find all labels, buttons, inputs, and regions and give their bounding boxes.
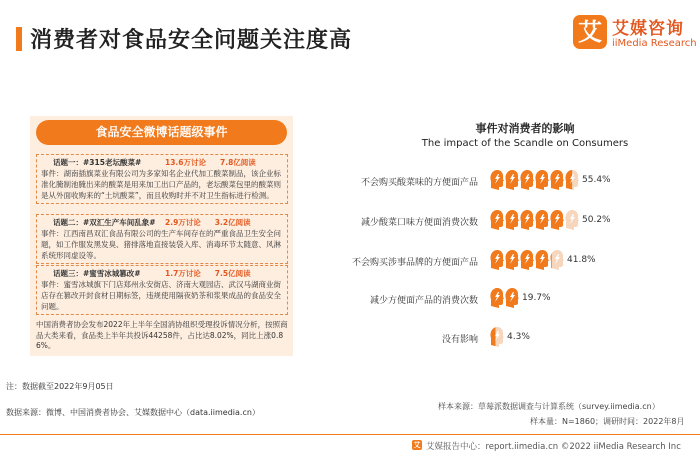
- topic-name: 话题一：#315老坛酸菜#: [53, 158, 142, 167]
- footer-divider: [0, 434, 700, 435]
- chart-title: 事件对消费者的影响: [475, 122, 575, 135]
- topic-discussions: 13.6万讨论: [165, 158, 207, 167]
- page-title: 消费者对食品安全问题关注度高: [30, 28, 353, 53]
- bar-value-label: 19.7%: [522, 293, 551, 303]
- topic-description: 事件：蜜雪冰城旗下门店郑州永安街店、济南大观园店、武汉马湖商业街店存在篡改开封食材日期标签，违规使用隔夜奶茶和浆果成品的食品安全问题。: [41, 280, 281, 311]
- topic-discussions: 1.7万讨论: [165, 269, 201, 278]
- brand-logo-icon: 艾: [573, 15, 607, 49]
- bar-label: 不会购买酸菜味的方便面产品: [360, 178, 478, 188]
- bar-value-label: 50.2%: [582, 215, 611, 225]
- data-source-note: 数据来源：微博、中国消费者协会、艾媒数据中心（data.iimedia.cn）: [6, 408, 260, 417]
- title-accent-bar: [16, 27, 22, 51]
- complaint-summary: 中国消费者协会发布2022年上半年全国消协组织受理投诉情况分析，按照商品大类来看，食品类上半年共投诉44258件，占比达8.02%，同比上涨0.86%。: [36, 320, 288, 350]
- bar-value-label: 41.8%: [567, 255, 596, 265]
- topic-card: [36, 154, 288, 204]
- topic-description: 事件：湖南插旗菜业有限公司为多家知名企业代加工酸菜制品，该企业标准化腌制池腌出来的酸菜是用来加工出口产品的，老坛酸菜包里的酸菜则是从外面收购来的“土坑酸菜”，而且收购时并不对卫生指标进行检测。: [41, 169, 281, 200]
- topic-description: 事件：江西南昌双汇食品有限公司的生产车间存在的严重食品卫生安全问题，如工作服发黑发臭、猪排落地直接装袋入库、消毒环节太随意、风淋系统形同虚设等。: [41, 229, 281, 260]
- bar-label: 减少酸菜口味方便面消费次数: [360, 218, 478, 228]
- topic-reads: 3.2亿阅读: [214, 218, 251, 227]
- topic-name: 话题三：#蜜雪冰城篡改#: [53, 269, 141, 278]
- chart-subtitle: The impact of the Scandle on Consumers: [421, 138, 629, 149]
- events-panel-header: 食品安全微博话题级事件: [36, 120, 287, 145]
- bar-label: 减少方便面产品的消费次数: [369, 296, 478, 306]
- topic-name: 话题二：#双汇生产车间乱象#: [53, 218, 156, 227]
- brand-name-cn: 艾媒咨询: [612, 19, 684, 39]
- brand-name-en: iiMedia Research: [612, 38, 697, 49]
- sample-source: 样本来源：草莓派数据调查与计算系统（survey.iimedia.cn）: [438, 402, 660, 411]
- bar-label: 不会购买涉事品牌的方便面产品: [351, 258, 478, 268]
- topic-card: [36, 265, 288, 315]
- topic-discussions: 2.9万讨论: [165, 218, 201, 227]
- data-date-note: 注：数据截至2022年9月05日: [6, 382, 114, 391]
- topic-reads: 7.5亿阅读: [214, 269, 251, 278]
- topic-reads: 7.8亿阅读: [220, 158, 256, 167]
- sample-info: 样本量：N=1860；调研时间：2022年8月: [530, 417, 685, 426]
- bar-value-label: 4.3%: [507, 332, 530, 342]
- footer-text: 艾媒报告中心：report.iimedia.cn ©2022 iiMedia Research Inc: [426, 442, 681, 452]
- bar-label: 没有影响: [441, 335, 478, 345]
- footer-logo-icon: 艾: [413, 441, 421, 449]
- topic-card: [36, 214, 288, 264]
- bar-value-label: 55.4%: [582, 175, 611, 185]
